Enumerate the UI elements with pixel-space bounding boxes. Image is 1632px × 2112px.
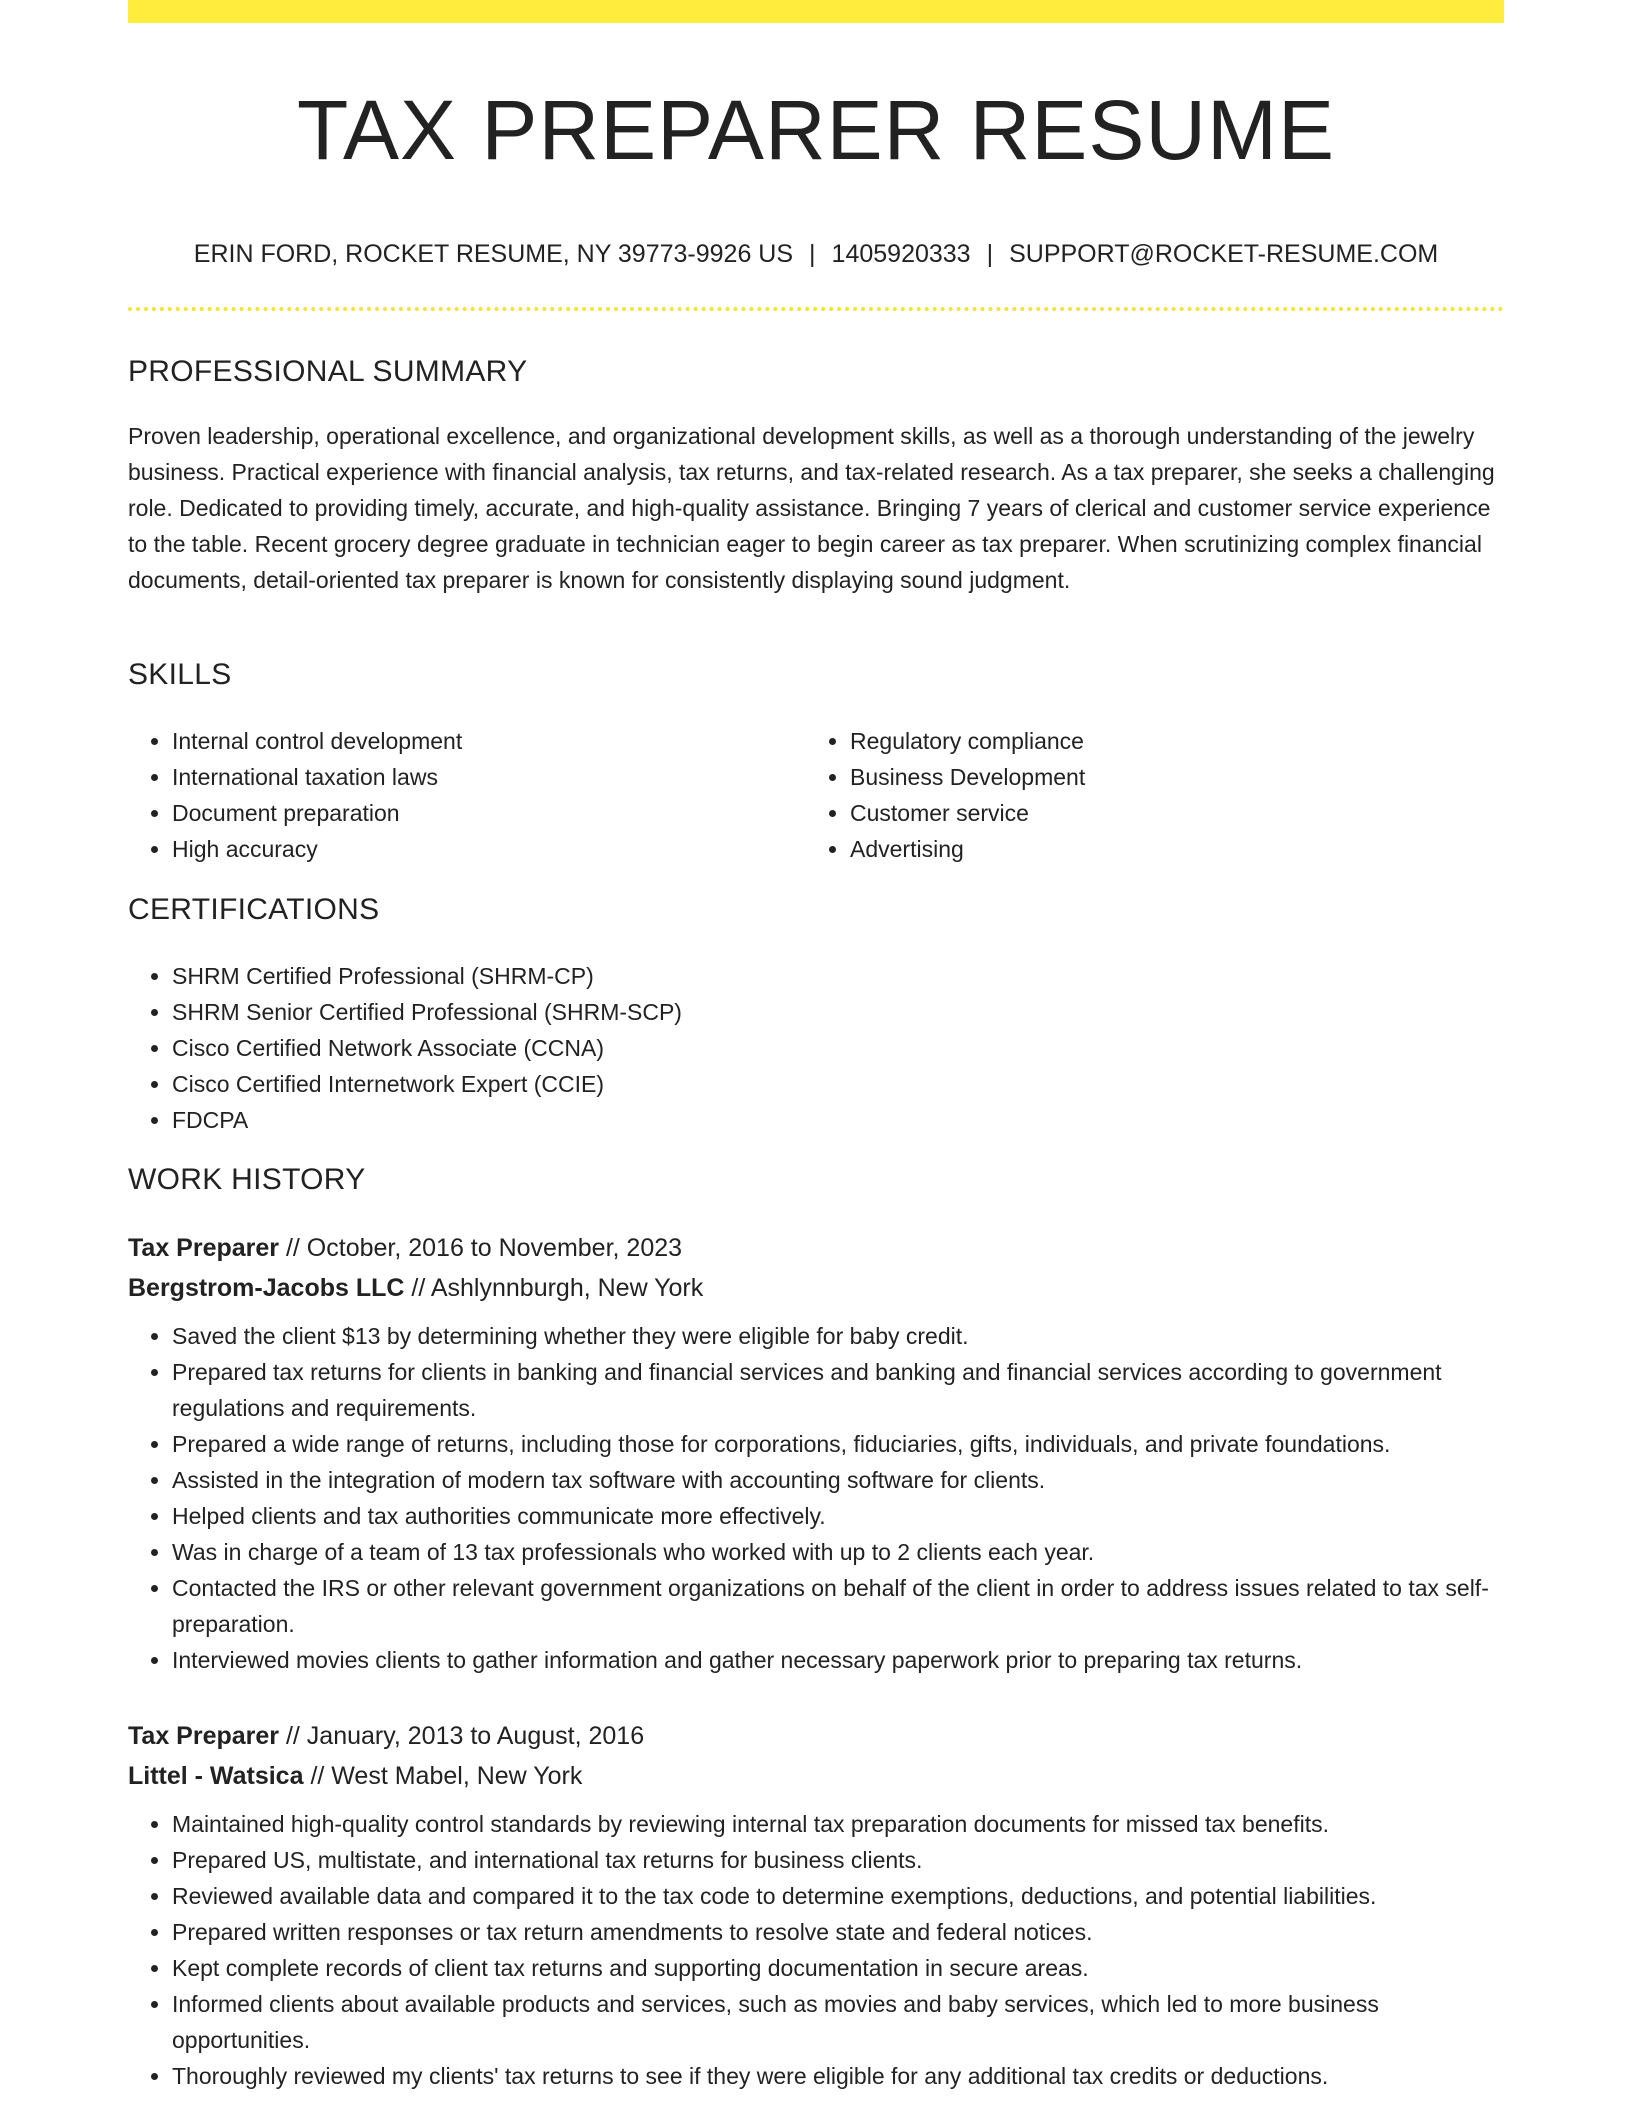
- skill-item: • International taxation laws: [172, 759, 806, 795]
- skill-item: • Business Development: [850, 759, 1484, 795]
- job-bullet: • Saved the client $13 by determining whether they were eligible for baby credit.: [172, 1318, 1504, 1354]
- skill-item: • Advertising: [850, 831, 1484, 867]
- skills-column-right: [806, 723, 1484, 867]
- job-title: Tax Preparer: [128, 1234, 280, 1262]
- job-company: Littel - Watsica: [128, 1762, 304, 1790]
- certification-item: • Cisco Certified Network Associate (CCNA): [172, 1030, 1504, 1066]
- job-company-line: [128, 1756, 1504, 1796]
- contact-phone: 1405920333: [831, 240, 971, 268]
- certifications-list: [128, 958, 1504, 1138]
- certification-item: • FDCPA: [172, 1102, 1504, 1138]
- header-divider: [128, 307, 1504, 311]
- job-title-line: [128, 1716, 1504, 1756]
- job-bullet: • Prepared tax returns for clients in banking and financial services and banking and financial services according to government regulations and requirements.: [172, 1354, 1504, 1426]
- job-title-line: [128, 1228, 1504, 1268]
- certification-item: • SHRM Senior Certified Professional (SHRM-SCP): [172, 994, 1504, 1030]
- job-bullets: [128, 1318, 1504, 1678]
- contact-separator: |: [809, 240, 816, 268]
- job-bullets: [128, 1806, 1504, 2094]
- job-dates: // January, 2013 to August, 2016: [279, 1722, 645, 1750]
- contact-line: [128, 236, 1504, 272]
- summary-text: Proven leadership, operational excellence, and organizational development skills, as well as a thorough understanding of the jewelry business. Practical experience with financial analysis, tax returns, and tax-related research. As a tax preparer, she seeks a challenging role. Dedicated to providing timely, accurate, and high-quality assistance. Bringing 7 years of clerical and customer service experience to the table. Recent grocery degree graduate in technician eager to begin career as tax preparer. When scrutinizing complex financial documents, detail-oriented tax preparer is known for consistently displaying sound judgment.: [128, 423, 1495, 593]
- certification-item: • SHRM Certified Professional (SHRM-CP): [172, 958, 1504, 994]
- job-entry: [128, 1228, 1504, 1678]
- job-entry: [128, 1716, 1504, 2094]
- top-accent-bar: [128, 0, 1504, 23]
- job-location: // Ashlynnburgh, New York: [404, 1274, 704, 1302]
- resume-title: TAX PREPARER RESUME: [296, 83, 1336, 177]
- job-bullet: • Was in charge of a team of 13 tax professionals who worked with up to 2 clients each year.: [172, 1534, 1504, 1570]
- job-bullet: • Maintained high-quality control standards by reviewing internal tax preparation documents for missed tax benefits.: [172, 1806, 1504, 1842]
- job-title: Tax Preparer: [128, 1722, 280, 1750]
- skill-item: • Customer service: [850, 795, 1484, 831]
- skill-item: • Internal control development: [172, 723, 806, 759]
- job-bullet: • Informed clients about available products and services, such as movies and baby services, which led to more business opportunities.: [172, 1986, 1504, 2058]
- skill-item: • High accuracy: [172, 831, 806, 867]
- certification-item: • Cisco Certified Internetwork Expert (CCIE): [172, 1066, 1504, 1102]
- work-history-heading: WORK HISTORY: [128, 1163, 366, 1196]
- skills-heading: SKILLS: [128, 658, 232, 691]
- summary-heading: PROFESSIONAL SUMMARY: [128, 355, 528, 388]
- job-bullet: • Reviewed available data and compared it to the tax code to determine exemptions, deductions, and potential liabilities.: [172, 1878, 1504, 1914]
- skill-item: • Regulatory compliance: [850, 723, 1484, 759]
- skills-column-left: [128, 723, 806, 867]
- job-bullet: • Thoroughly reviewed my clients' tax returns to see if they were eligible for any additional tax credits or deductions.: [172, 2058, 1504, 2094]
- skill-item: • Document preparation: [172, 795, 806, 831]
- job-location: // West Mabel, New York: [303, 1762, 583, 1790]
- job-company-line: [128, 1268, 1504, 1308]
- contact-email: SUPPORT@ROCKET-RESUME.COM: [1009, 240, 1439, 268]
- job-bullet: • Kept complete records of client tax returns and supporting documentation in secure areas.: [172, 1950, 1504, 1986]
- job-bullet: • Prepared US, multistate, and international tax returns for business clients.: [172, 1842, 1504, 1878]
- job-bullet: • Assisted in the integration of modern tax software with accounting software for clients.: [172, 1462, 1504, 1498]
- job-dates: // October, 2016 to November, 2023: [279, 1234, 683, 1262]
- contact-name-address: ERIN FORD, ROCKET RESUME, NY 39773-9926 US: [193, 240, 794, 268]
- job-bullet: • Interviewed movies clients to gather information and gather necessary paperwork prior to preparing tax returns.: [172, 1642, 1504, 1678]
- job-bullet: • Prepared written responses or tax return amendments to resolve state and federal notices.: [172, 1914, 1504, 1950]
- job-bullet: • Prepared a wide range of returns, including those for corporations, fiduciaries, gifts, individuals, and private foundations.: [172, 1426, 1504, 1462]
- skills-list: [128, 723, 1504, 867]
- certifications-heading: CERTIFICATIONS: [128, 893, 380, 926]
- job-bullet: • Contacted the IRS or other relevant government organizations on behalf of the client in order to address issues related to tax self-preparation.: [172, 1570, 1504, 1642]
- job-company: Bergstrom-Jacobs LLC: [128, 1274, 405, 1302]
- job-bullet: • Helped clients and tax authorities communicate more effectively.: [172, 1498, 1504, 1534]
- contact-separator: |: [986, 240, 994, 268]
